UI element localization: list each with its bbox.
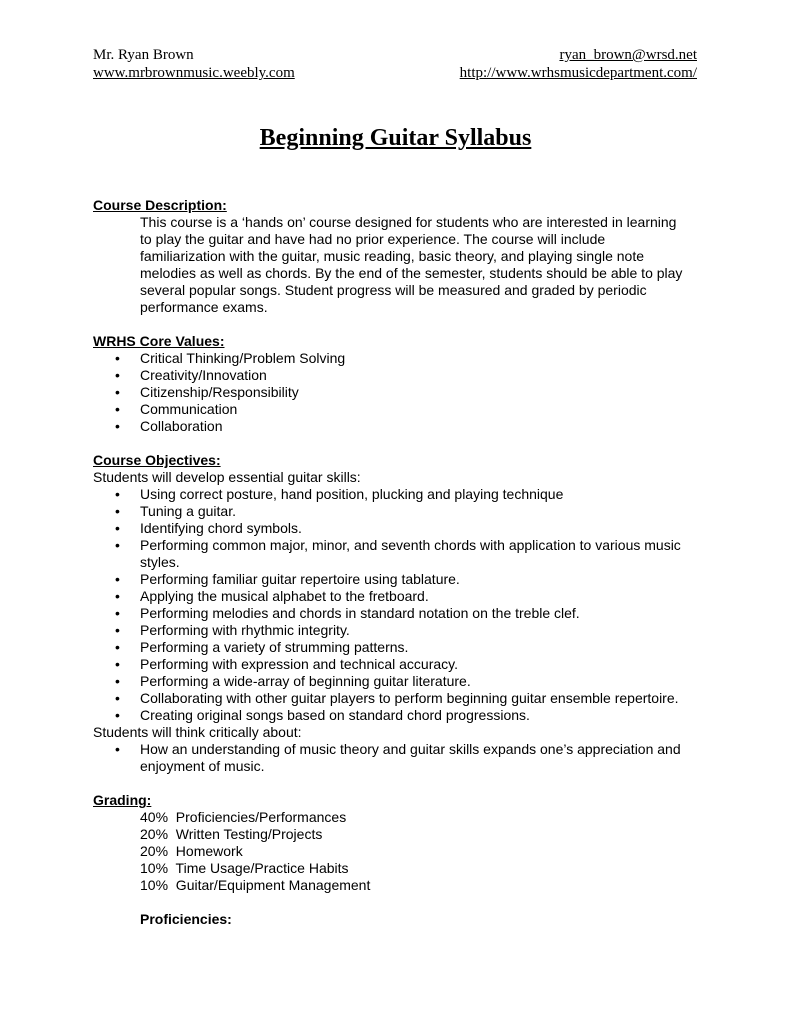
grading-row: 10% Guitar/Equipment Management	[140, 877, 371, 893]
list-item-text: Performing common major, minor, and seventh chords with application to various music	[140, 537, 681, 553]
list-item-text: Tuning a guitar.	[140, 503, 236, 519]
description-line: melodies as well as chords. By the end of the semester, students should be able to play	[140, 265, 683, 281]
description-line: This course is a ‘hands on’ course designed for students who are interested in learning	[140, 214, 677, 230]
bullet-icon: •	[115, 503, 120, 519]
list-item	[93, 588, 703, 605]
list-item	[93, 486, 703, 503]
list-item	[93, 690, 703, 707]
bullet-icon: •	[115, 520, 120, 536]
description-line: to play the guitar and have had no prior experience. The course will include	[140, 231, 606, 247]
bullet-icon: •	[115, 639, 120, 655]
list-item	[93, 622, 703, 639]
website-link[interactable]: www.mrbrownmusic.weebly.com	[93, 65, 295, 81]
department-link[interactable]: http://www.wrhsmusicdepartment.com/	[459, 65, 697, 81]
list-item-text: enjoyment of music.	[140, 758, 265, 774]
objectives-critical-list	[93, 741, 703, 775]
objectives-skills-list	[93, 486, 703, 724]
bullet-icon: •	[115, 622, 120, 638]
list-item-text: Performing familiar guitar repertoire using tablature.	[140, 571, 460, 587]
objectives-intro-skills: Students will develop essential guitar skills:	[93, 469, 361, 485]
course-objectives-heading: Course Objectives:	[93, 452, 221, 468]
bullet-icon: •	[115, 401, 120, 417]
list-item-text: Performing with rhythmic integrity.	[140, 622, 350, 638]
page-title: Beginning Guitar Syllabus	[259, 125, 532, 151]
bullet-icon: •	[115, 384, 120, 400]
list-item-text: Creativity/Innovation	[140, 367, 267, 383]
course-description-heading: Course Description:	[93, 197, 227, 213]
list-item	[93, 639, 703, 656]
list-item	[93, 741, 703, 775]
list-item-text: styles.	[140, 554, 180, 570]
teacher-name: Mr. Ryan Brown	[93, 47, 194, 63]
bullet-icon: •	[115, 367, 120, 383]
list-item	[93, 350, 703, 367]
grading-row: 20% Written Testing/Projects	[140, 826, 323, 842]
grading-row: 10% Time Usage/Practice Habits	[140, 860, 349, 876]
grading-row: 40% Proficiencies/Performances	[140, 809, 347, 825]
list-item-text: Communication	[140, 401, 238, 417]
bullet-icon: •	[115, 707, 120, 723]
list-item-text: Performing a wide-array of beginning guitar literature.	[140, 673, 471, 689]
bullet-icon: •	[115, 418, 120, 434]
header-left	[93, 46, 295, 82]
list-item	[93, 656, 703, 673]
bullet-icon: •	[115, 486, 120, 502]
grading-list	[93, 809, 703, 894]
list-item-text: Collaborating with other guitar players to perform beginning guitar ensemble repertoire.	[140, 690, 679, 706]
list-item	[93, 537, 703, 571]
bullet-icon: •	[115, 673, 120, 689]
list-item	[93, 503, 703, 520]
description-line: several popular songs. Student progress will be measured and graded by periodic	[140, 282, 647, 298]
grading-row: 20% Homework	[140, 843, 243, 859]
list-item-text: Performing melodies and chords in standard notation on the treble clef.	[140, 605, 580, 621]
bullet-icon: •	[115, 690, 120, 706]
list-item-text: Citizenship/Responsibility	[140, 384, 299, 400]
list-item	[93, 418, 703, 435]
list-item	[93, 520, 703, 537]
bullet-icon: •	[115, 588, 120, 604]
objectives-intro-critical: Students will think critically about:	[93, 724, 302, 740]
list-item-text: Collaboration	[140, 418, 223, 434]
list-item-text: Applying the musical alphabet to the fretboard.	[140, 588, 429, 604]
list-item	[93, 384, 703, 401]
list-item	[93, 367, 703, 384]
course-description-text	[93, 214, 703, 316]
bullet-icon: •	[115, 350, 120, 366]
list-item	[93, 401, 703, 418]
description-line: familiarization with the guitar, music reading, basic theory, and playing single note	[140, 248, 645, 264]
bullet-icon: •	[115, 537, 120, 553]
grading-heading: Grading:	[93, 792, 152, 808]
proficiencies-heading: Proficiencies:	[140, 911, 232, 927]
list-item-text: How an understanding of music theory and guitar skills expands one’s appreciation and	[140, 741, 681, 757]
list-item-text: Performing with expression and technical accuracy.	[140, 656, 459, 672]
syllabus-body	[93, 197, 703, 928]
list-item-text: Identifying chord symbols.	[140, 520, 302, 536]
list-item-text: Using correct posture, hand position, plucking and playing technique	[140, 486, 564, 502]
list-item-text: Critical Thinking/Problem Solving	[140, 350, 346, 366]
email-link[interactable]: ryan_brown@wrsd.net	[559, 47, 697, 63]
list-item	[93, 673, 703, 690]
bullet-icon: •	[115, 571, 120, 587]
list-item	[93, 571, 703, 588]
description-line: performance exams.	[140, 299, 268, 315]
bullet-icon: •	[115, 741, 120, 757]
header-right	[460, 46, 697, 82]
list-item	[93, 707, 703, 724]
core-values-heading: WRHS Core Values:	[93, 333, 225, 349]
list-item-text: Performing a variety of strumming patterns.	[140, 639, 409, 655]
bullet-icon: •	[115, 656, 120, 672]
list-item-text: Creating original songs based on standard chord progressions.	[140, 707, 530, 723]
list-item	[93, 605, 703, 622]
bullet-icon: •	[115, 605, 120, 621]
core-values-list	[93, 350, 703, 435]
